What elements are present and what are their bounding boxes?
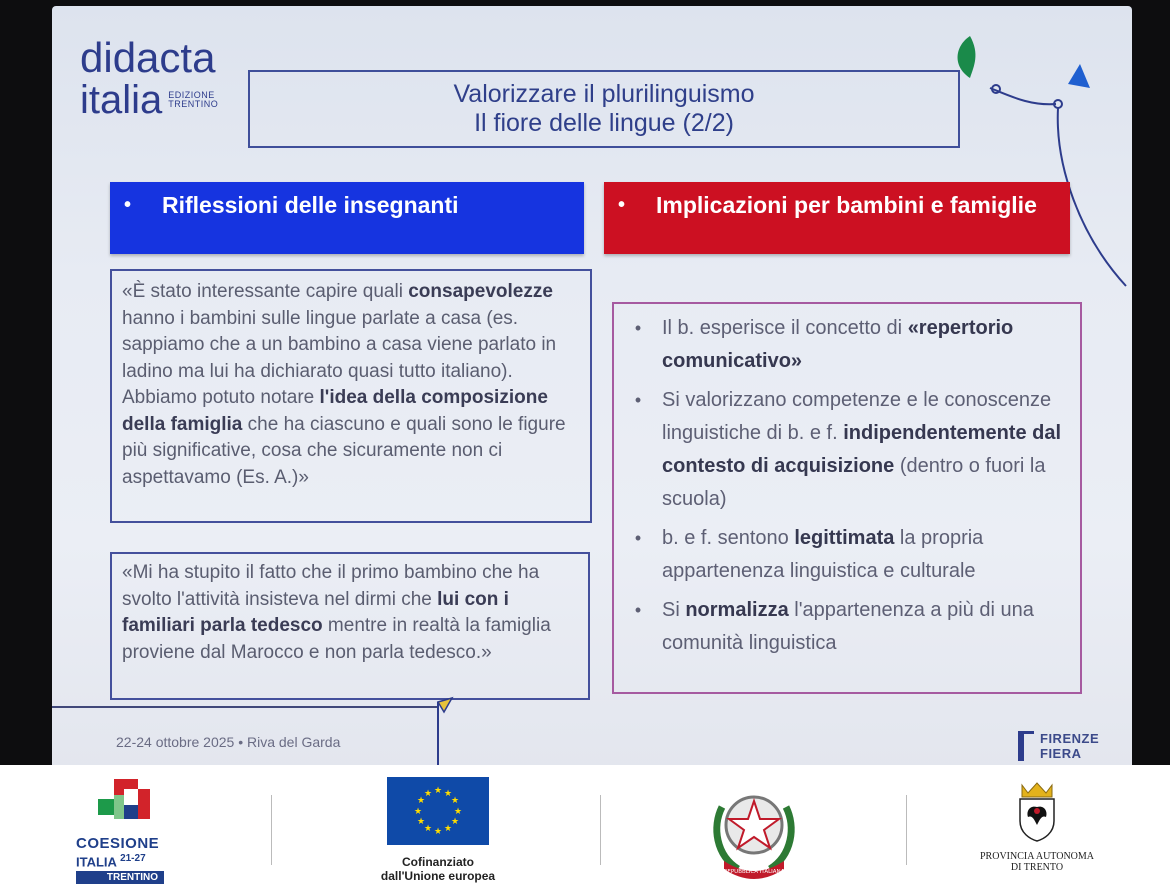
- logo-separator: [271, 795, 272, 865]
- coesione-emblem-icon: [94, 775, 154, 831]
- slide-title-box: [248, 70, 960, 148]
- svg-text:★: ★: [443, 824, 453, 834]
- slide: [52, 6, 1132, 765]
- logo-edition-line2: TRENTINO: [168, 99, 219, 109]
- svg-text:★: ★: [423, 789, 433, 799]
- coesione-italia-logo: [76, 775, 176, 884]
- event-date-place: 22-24 ottobre 2025 • Riva del Garda: [116, 734, 341, 750]
- eu-caption-line2: dall'Unione europea: [380, 869, 496, 883]
- teacher-reflections-header: • Riflessioni delle insegnanti: [110, 182, 584, 254]
- republic-ribbon-text: REPUBBLICA ITALIANA: [723, 869, 785, 875]
- svg-text:★: ★: [433, 827, 443, 837]
- eu-caption-line1: Cofinanziato: [402, 855, 474, 869]
- flower-decoration-icon: [930, 26, 1130, 306]
- logo-separator: [906, 795, 907, 865]
- list-item: • Si valorizzano competenze e le conoscenze linguistiche di b. e f. indipendentemente dal contesto di acquisizione (dentro o fuori la scuola): [614, 384, 1070, 516]
- svg-text:★: ★: [450, 817, 460, 827]
- firenze-fiera-mark-icon: [1018, 731, 1034, 761]
- list-item: • Si normalizza l'appartenenza a più di una comunità linguistica: [614, 594, 1070, 660]
- funding-logo-strip: [0, 765, 1170, 896]
- bullet-icon: •: [634, 528, 642, 548]
- italian-republic-emblem-icon: [704, 777, 804, 881]
- svg-text:★: ★: [433, 786, 443, 796]
- bullet-icon: •: [634, 600, 642, 620]
- teacher-quote-1: «È stato interessante capire quali consapevolezze hanno i bambini sulle lingue parlate a casa (es. sappiamo che a un bambino a casa viene parlato in ladino ma lui ha dichiarato quasi tutto italiano). Abbiamo potuto notare l'idea della composizione della famiglia che ha ciascuno e quali sono le figure più significative, cosa che sicuramente non ci aspettavamo (Es. A.)»: [110, 269, 592, 523]
- implications-list: [612, 302, 1082, 694]
- provincia-caption-line2: DI TRENTO: [1010, 862, 1064, 873]
- implications-title: Implicazioni per bambini e famiglie: [656, 192, 1037, 218]
- svg-text:★: ★: [443, 789, 453, 799]
- coesione-tag: TRENTINO: [76, 871, 164, 884]
- didacta-logo: [80, 36, 218, 120]
- firenze-fiera-logo: FIRENZE FIERA: [1018, 731, 1099, 761]
- logo-edition-line1: EDIZIONE: [168, 90, 215, 100]
- logo-word-didacta: didacta: [80, 34, 216, 81]
- slide-title: Valorizzare il plurilinguismo: [453, 80, 755, 108]
- logo-word-italia: italia: [80, 78, 163, 122]
- implications-header: • Implicazioni per bambini e famiglie: [604, 182, 1070, 254]
- teacher-quote-2: «Mi ha stupito il fatto che il primo bambino che ha svolto l'attività insisteva nel dirmi che lui con i familiari parla tedesco mentre in realtà la famiglia proviene dal Marocco e non parla tedesco.»: [110, 552, 590, 700]
- footer-divider: [52, 706, 438, 708]
- bullet-icon: •: [634, 318, 642, 338]
- coesione-sub: ITALIA: [76, 854, 117, 870]
- teacher-reflections-title: Riflessioni delle insegnanti: [162, 192, 459, 218]
- list-item: • Il b. esperisce il concetto di «repertorio comunicativo»: [614, 312, 1070, 378]
- eu-cofunding-logo: [364, 777, 512, 883]
- svg-text:★: ★: [453, 807, 463, 817]
- svg-text:★: ★: [416, 817, 426, 827]
- pennant-icon: [430, 696, 460, 765]
- svg-text:★: ★: [413, 807, 423, 817]
- logo-separator: [600, 795, 601, 865]
- svg-text:★: ★: [450, 796, 460, 806]
- eu-flag-icon: [387, 777, 489, 845]
- svg-text:★: ★: [416, 796, 426, 806]
- coesione-name: COESIONE: [76, 835, 160, 852]
- svg-text:★: ★: [423, 824, 433, 834]
- coesione-years: 21-27: [120, 853, 146, 864]
- bullet-icon: •: [634, 390, 642, 410]
- slide-subtitle: Il fiore delle lingue (2/2): [474, 109, 734, 137]
- provincia-trento-logo: [970, 781, 1104, 873]
- trento-coat-of-arms-icon: [1014, 781, 1060, 843]
- provincia-caption-line1: PROVINCIA AUTONOMA: [980, 851, 1094, 862]
- list-item: • b. e f. sentono legittimata la propria appartenenza linguistica e culturale: [614, 522, 1070, 588]
